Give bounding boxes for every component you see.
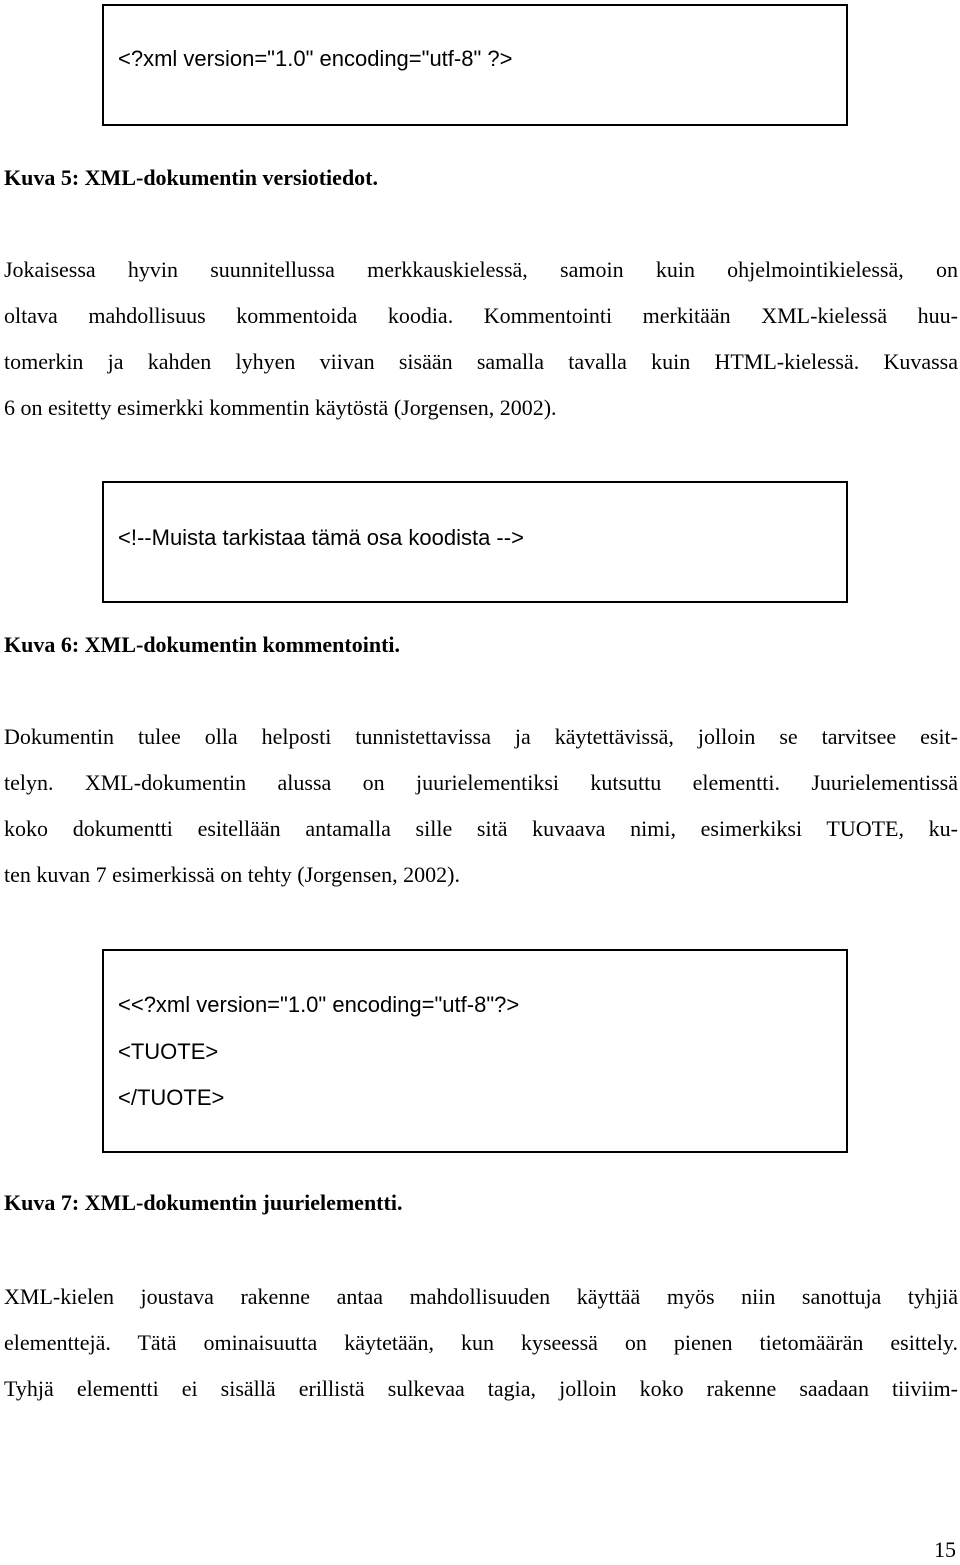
paragraph-line: ten kuvan 7 esimerkissä on tehty (Jorgensen, 2002). — [4, 862, 461, 887]
code-line-comment: <!--Muista tarkistaa tämä osa koodista --> — [118, 525, 524, 550]
paragraph-line: telyn. XML-dokumentin alussa on juurielementiksi kutsuttu elementti. Juurielementissä — [4, 770, 958, 795]
paragraph-line: Jokaisessa hyvin suunnitellussa merkkauskielessä, samoin kuin ohjelmointikielessä, on — [4, 257, 958, 282]
paragraph-line: elementtejä. Tätä ominaisuutta käytetään, kun kyseessä on pienen tietomäärän esittely. — [4, 1330, 958, 1355]
paragraph-line: 6 on esitetty esimerkki kommentin käytöstä (Jorgensen, 2002). — [4, 395, 557, 420]
page-number: 15 — [934, 1537, 956, 1562]
code-line-close-tag: </TUOTE> — [118, 1085, 225, 1110]
paragraph-line: oltava mahdollisuus kommentoida koodia. Kommentointi merkitään XML-kielessä huu- — [4, 303, 958, 328]
figure5-caption: Kuva 5: XML-dokumentin versiotiedot. — [4, 165, 378, 190]
paragraph-empty-elements — [4, 1274, 958, 1412]
code-line-xml-declaration: <?xml version="1.0" encoding="utf-8" ?> — [118, 46, 513, 71]
code-line-xml-declaration: <<?xml version="1.0" encoding="utf-8"?> — [118, 992, 520, 1017]
paragraph-root-element — [4, 714, 958, 898]
paragraph-comments — [4, 247, 958, 431]
figure7-caption: Kuva 7: XML-dokumentin juurielementti. — [4, 1190, 403, 1215]
paragraph-line: Dokumentin tulee olla helposti tunnistettavissa ja käytettävissä, jolloin se tarvitsee esit- — [4, 724, 958, 749]
paragraph-line: tomerkin ja kahden lyhyen viivan sisään samalla tavalla kuin HTML-kielessä. Kuvassa — [4, 349, 958, 374]
paragraph-line: Tyhjä elementti ei sisällä erillistä sulkevaa tagia, jolloin koko rakenne saadaan tiiviim- — [4, 1376, 958, 1401]
paragraph-line: XML-kielen joustava rakenne antaa mahdollisuuden käyttää myös niin sanottuja tyhjiä — [4, 1284, 958, 1309]
code-line-open-tag: <TUOTE> — [118, 1039, 219, 1064]
paragraph-line: koko dokumentti esitellään antamalla sille sitä kuvaava nimi, esimerkiksi TUOTE, ku- — [4, 816, 958, 841]
figure6-caption: Kuva 6: XML-dokumentin kommentointi. — [4, 632, 401, 657]
